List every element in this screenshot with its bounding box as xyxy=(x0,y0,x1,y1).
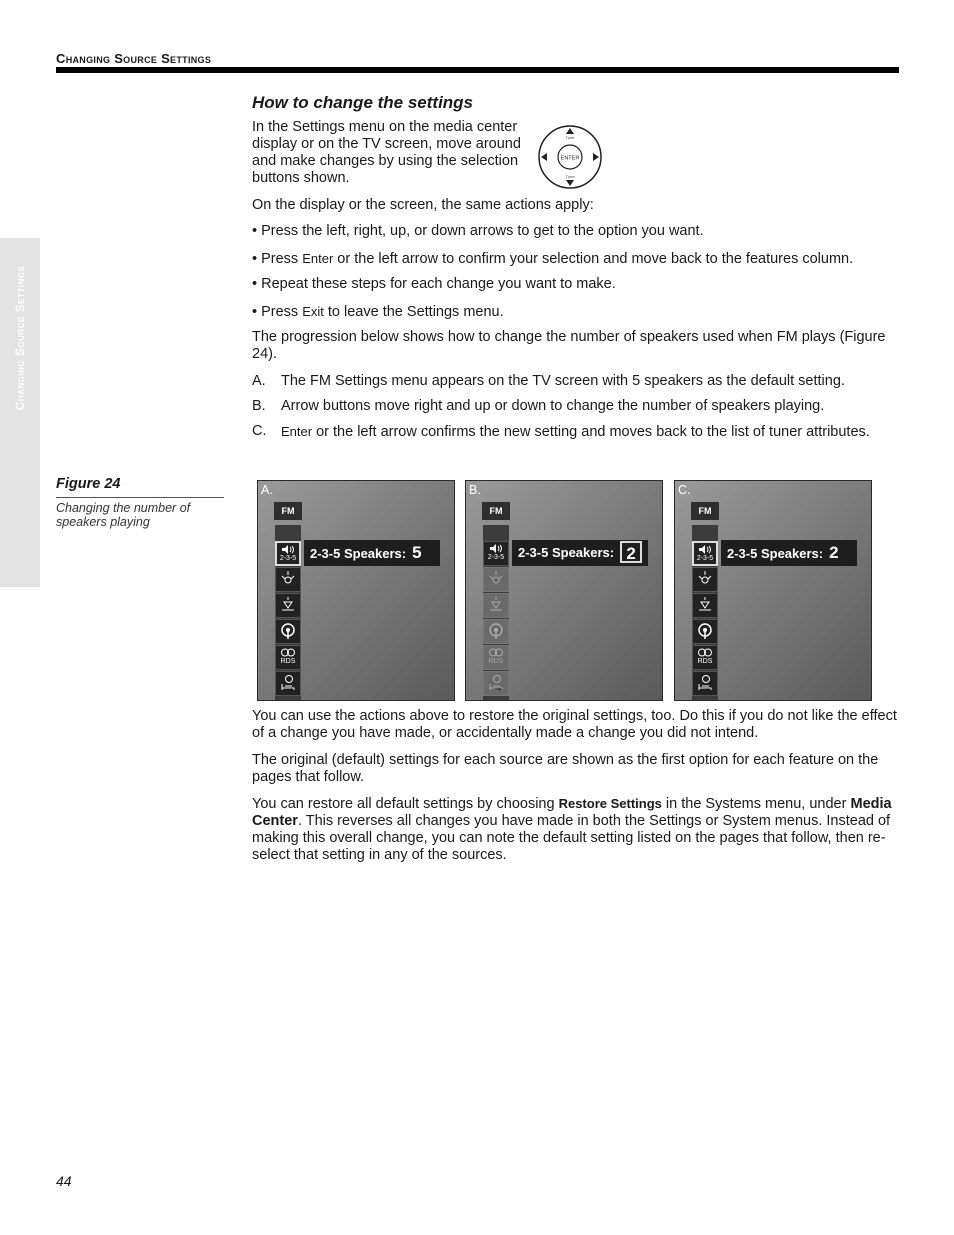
source-tag: FM xyxy=(691,502,719,520)
speakers-value: 2 xyxy=(620,541,642,563)
tune-up-label: Tune xyxy=(565,135,575,140)
figure-panel-a xyxy=(257,480,455,701)
bullet-1: • Press the left, right, up, or down arrows to get to the option you want. xyxy=(252,223,704,239)
exit-button-name: Exit xyxy=(302,304,324,319)
speakers-value: 2 xyxy=(829,543,839,562)
panel-letter: C. xyxy=(678,483,691,497)
speakers-setting: 2-3-5 Speakers: 2 xyxy=(721,540,857,566)
position-icon xyxy=(275,593,301,618)
surround-icon xyxy=(483,567,509,592)
surround-icon xyxy=(692,567,718,592)
speaker-count-icon: 2-3-5 xyxy=(275,541,301,566)
position-icon xyxy=(692,593,718,618)
enter-button-name: Enter xyxy=(302,251,334,266)
speaker-count-icon: 2-3-5 xyxy=(692,541,718,566)
antenna-icon xyxy=(692,619,718,644)
figure-panel-c xyxy=(674,480,872,701)
sleep-timer-icon xyxy=(275,671,301,696)
rds-icon: RDS xyxy=(483,645,509,670)
bullet-2: • Press Enter or the left arrow to confirm your selection and move back to the features column. xyxy=(252,251,854,267)
source-tag: FM xyxy=(274,502,302,520)
page-number: 44 xyxy=(56,1173,72,1189)
sleep-timer-icon xyxy=(692,671,718,696)
speaker-count-icon: 2-3-5 xyxy=(483,541,509,566)
position-icon xyxy=(483,593,509,618)
bullet-3: • Repeat these steps for each change you want to make. xyxy=(252,276,616,292)
figure-label: Figure 24 xyxy=(56,476,121,492)
bullet-4: • Press Exit to leave the Settings menu. xyxy=(252,304,504,320)
antenna-icon xyxy=(275,619,301,644)
rds-icon: RDS xyxy=(275,645,301,670)
intro-paragraph: In the Settings menu on the media center display or on the TV screen, move around and make changes by using the selection buttons shown. xyxy=(252,119,521,186)
panel-letter: A. xyxy=(261,483,273,497)
restore-all-paragraph: You can restore all default settings by choosing Restore Settings in the Systems menu, under Media Center. This reverses all changes you have made in both the Settings or System menus. Instead of making this overall change, you can note the default setting listed on the pages that follow, then re-select that setting in any of the sources. xyxy=(252,796,892,863)
tune-down-label: Tune xyxy=(565,174,575,179)
speakers-value: 5 xyxy=(412,543,422,562)
section-title: How to change the settings xyxy=(252,93,474,112)
figure-caption: Changing the number of speakers playing xyxy=(56,501,191,529)
source-tag: FM xyxy=(482,502,510,520)
speakers-setting: 2-3-5 Speakers: 5 xyxy=(304,540,440,566)
progression-paragraph: The progression below shows how to change the number of speakers used when FM plays (Figure 24). xyxy=(252,329,886,362)
enter-label: ENTER xyxy=(560,155,580,162)
restore-paragraph: You can use the actions above to restore the original settings, too. Do this if you do not like the effect of a change you have made, or accidentally made a change you did not intend. xyxy=(252,708,897,741)
running-header: Changing Source Settings xyxy=(56,51,212,66)
panel-letter: B. xyxy=(469,483,481,497)
figure-panel-b xyxy=(465,480,663,701)
sleep-timer-icon xyxy=(483,671,509,696)
speakers-setting: 2-3-5 Speakers: 2 xyxy=(512,540,648,566)
media-center-label: Media Center xyxy=(252,796,892,829)
rds-icon: RDS xyxy=(692,645,718,670)
antenna-icon xyxy=(483,619,509,644)
figure-rule xyxy=(56,497,224,498)
header-rule xyxy=(56,67,899,73)
selection-buttons-icon xyxy=(536,124,604,190)
restore-settings-option: Restore Settings xyxy=(558,796,662,811)
side-tab-label: Changing Source Settings xyxy=(13,265,27,411)
lead-paragraph: On the display or the screen, the same actions apply: xyxy=(252,197,594,213)
defaults-paragraph: The original (default) settings for each source are shown as the first option for each feature on the pages that follow. xyxy=(252,752,879,785)
surround-icon xyxy=(275,567,301,592)
